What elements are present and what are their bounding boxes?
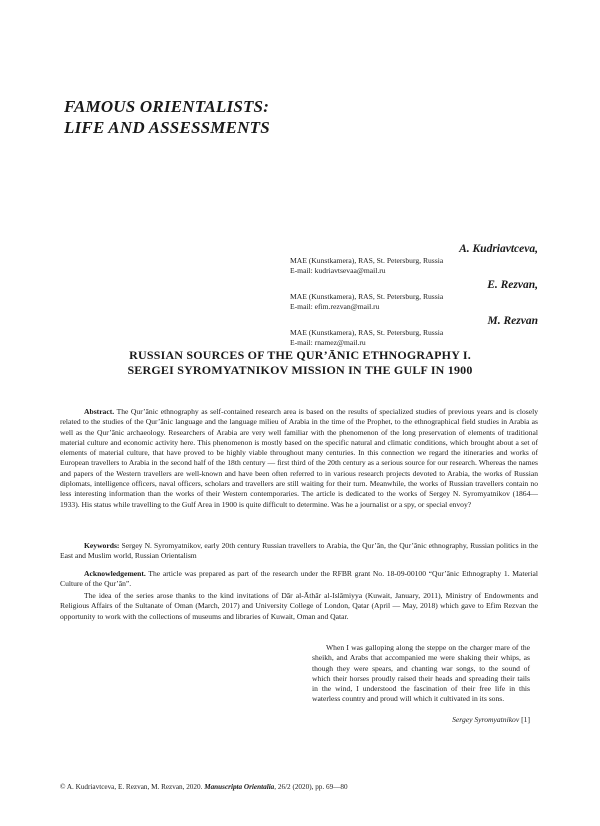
keywords-paragraph — [60, 541, 538, 562]
author-affiliation: MAE (Kunstkamera), RAS, St. Petersburg, Russia — [290, 256, 444, 265]
section-title-line1: FAMOUS ORIENTALISTS: — [64, 97, 270, 116]
epigraph-reference: [1] — [521, 715, 530, 724]
author-list — [238, 242, 538, 350]
epigraph-attribution — [312, 715, 530, 725]
author-block — [238, 278, 538, 312]
footer-journal-name: Manuscripta Orientalia — [204, 783, 275, 791]
acknowledgement-text: The article was prepared as part of the research under the RFBR grant No. 18-09-00100 “Qur’ānic Ethnography 1. Material Culture of the Qur’ān”. — [60, 569, 538, 589]
paper-title-line1: RUSSIAN SOURCES OF THE QUR’ĀNIC ETHNOGRAPHY I. — [129, 348, 471, 362]
author-name: M. Rezvan — [487, 315, 538, 327]
epigraph-text: When I was galloping along the steppe on the charger mare of the sheikh, and Arabs that accompanied me were shaking their whips, as though they were spears, and chanting war songs, to the sound of which their horses proudly raised their heads and spreading their tails in the wind, I understood the fascination of their free life in this waterless country and proud will which it cultivated in its sons. — [312, 643, 530, 704]
epigraph-author: Sergey Syromyatnikov — [452, 715, 520, 724]
author-name: A. Kudriavtceva, — [459, 243, 538, 255]
author-block — [238, 314, 538, 348]
abstract-label: Abstract. — [84, 407, 115, 416]
author-email: E-mail: efim.rezvan@mail.ru — [290, 302, 380, 311]
author-email: E-mail: rnamez@mail.ru — [290, 338, 366, 347]
footer-citation: , 26/2 (2020), pp. 69—80 — [274, 783, 348, 791]
abstract-paragraph — [60, 407, 538, 510]
author-email: E-mail: kudriavtsevaa@mail.ru — [290, 266, 386, 275]
acknowledgement-label: Acknowledgement. — [84, 569, 146, 578]
copyright-footer — [60, 782, 540, 792]
keywords-text: Sergey N. Syromyatnikov, early 20th century Russian travellers to Arabia, the Qur’ān, the Qur’ānic ethnography, Russian politics in the East and Muslim world, Russian Orientalism — [60, 541, 538, 561]
section-title-line2: LIFE AND ASSESSMENTS — [64, 118, 270, 137]
author-affiliation: MAE (Kunstkamera), RAS, St. Petersburg, Russia — [290, 292, 444, 301]
author-block — [238, 242, 538, 276]
acknowledgement-paragraph — [60, 569, 538, 590]
footer-copyright: © A. Kudriavtceva, E. Rezvan, M. Rezvan, 2020. — [60, 783, 203, 791]
keywords-label: Keywords: — [84, 541, 120, 550]
intro-paragraph: The idea of the series arose thanks to the kind invitations of Dār al-Āthār al-Islāmiyya (Kuwait, January, 2011), Ministry of Endowments and Religious Affairs of the Sultanate of Oman (March, 2017) and University College of London, Qatar (April — May, 2018) which gave to Efim Rezvan the opportunity to work with the collections of museums and libraries of Kuwait, Oman and Qatar. — [60, 591, 538, 621]
author-affiliation: MAE (Kunstkamera), RAS, St. Petersburg, Russia — [290, 328, 444, 337]
section-title — [64, 96, 524, 138]
paper-title-line2: SERGEI SYROMYATNIKOV MISSION IN THE GULF IN 1900 — [127, 363, 473, 377]
paper-title — [90, 348, 510, 378]
abstract-text: The Qur’ānic ethnography as self-contained research area is based on the results of specialized studies of previous years and is closely related to the studies of the Qur’ānic language and the language milieu of Arabia in the time of the Prophet, to the ethnographical field studies in Arabia as well as the Qur’ānic archaeology. Researchers of Arabia are very well familiar with the phenomenon of the long preservation of elements of traditional material culture and economic activity here. This phenomenon is mostly based on the specific natural and climatic conditions, which brought about a set of elements of material culture, that have proved to be highly viable throughout many centuries. In this connection we regard the itineraries and works of European travellers to Arabia in the second half of the 18th century — first third of the 20th century as a serious source for our research. Whereas the names and papers of the Western travellers are well-known and have been often referred to in various research projects devoted to Arabia, the works of Russian diplomats, intelligence officers, naval officers, scholars and travellers are still waiting for their turn. Meanwhile, the works of Russian travellers contain no less interesting information than the works of their Western contemporaries. The article is dedicated to the works of Sergey N. Syromyatnikov (1864—1933). His status while travelling to the Gulf Area in 1900 is quite difficult to determine. Was he a journalist or a spy, or special envoy? — [60, 407, 539, 509]
author-name: E. Rezvan, — [487, 279, 538, 291]
